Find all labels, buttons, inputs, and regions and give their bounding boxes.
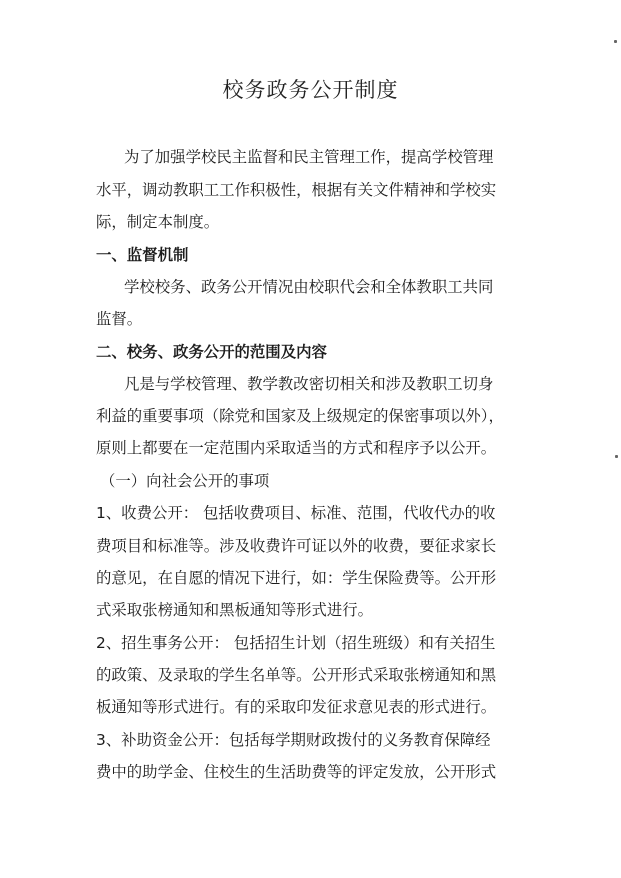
section-heading-scope: 二、校务、政务公开的范围及内容 <box>96 343 327 361</box>
paragraph-line: 为了加强学校民主监督和民主管理工作，提高学校管理 <box>124 148 494 166</box>
paragraph-line: 式采取张榜通知和黑板通知等形式进行。 <box>96 601 374 619</box>
paragraph-line: 凡是与学校管理、教学教改密切相关和涉及教职工切身 <box>124 375 494 393</box>
paragraph-line: 1、收费公开： 包括收费项目、标准、范围，代收代办的收 <box>96 504 496 522</box>
paragraph-line: 学校校务、政务公开情况由校职代会和全体教职工共同 <box>124 278 494 296</box>
paragraph-line: 际，制定本制度。 <box>96 213 220 231</box>
paragraph-line: 水平，调动教职工工作积极性，根据有关文件精神和学校实 <box>96 181 497 199</box>
subsection-heading-public: （一）向社会公开的事项 <box>100 472 270 490</box>
paragraph-line: 3、补助资金公开：包括每学期财政拨付的义务教育保障经 <box>96 731 491 749</box>
document-title: 校务政务公开制度 <box>222 78 399 102</box>
scan-mark <box>615 455 618 458</box>
scan-mark <box>614 40 617 43</box>
paragraph-line: 2、招生事务公开： 包括招生计划（招生班级）和有关招生 <box>96 634 496 652</box>
paragraph-line: 费项目和标准等。涉及收费许可证以外的收费，要征求家长 <box>96 537 497 555</box>
paragraph-line: 的政策、及录取的学生名单等。公开形式采取张榜通知和黑 <box>96 666 497 684</box>
section-heading-supervision: 一、监督机制 <box>96 246 189 264</box>
paragraph-line: 原则上都要在一定范围内采取适当的方式和程序予以公开。 <box>96 439 497 457</box>
paragraph-line: 费中的助学金、住校生的生活助费等的评定发放，公开形式 <box>96 763 497 781</box>
paragraph-line: 板通知等形式进行。有的采取印发征求意见表的形式进行。 <box>96 698 497 716</box>
paragraph-line: 利益的重要事项（除党和国家及上级规定的保密事项以外）， <box>96 407 504 425</box>
paragraph-line: 的意见，在自愿的情况下进行，如：学生保险费等。公开形 <box>96 569 497 587</box>
paragraph-line: 监督。 <box>96 310 143 328</box>
